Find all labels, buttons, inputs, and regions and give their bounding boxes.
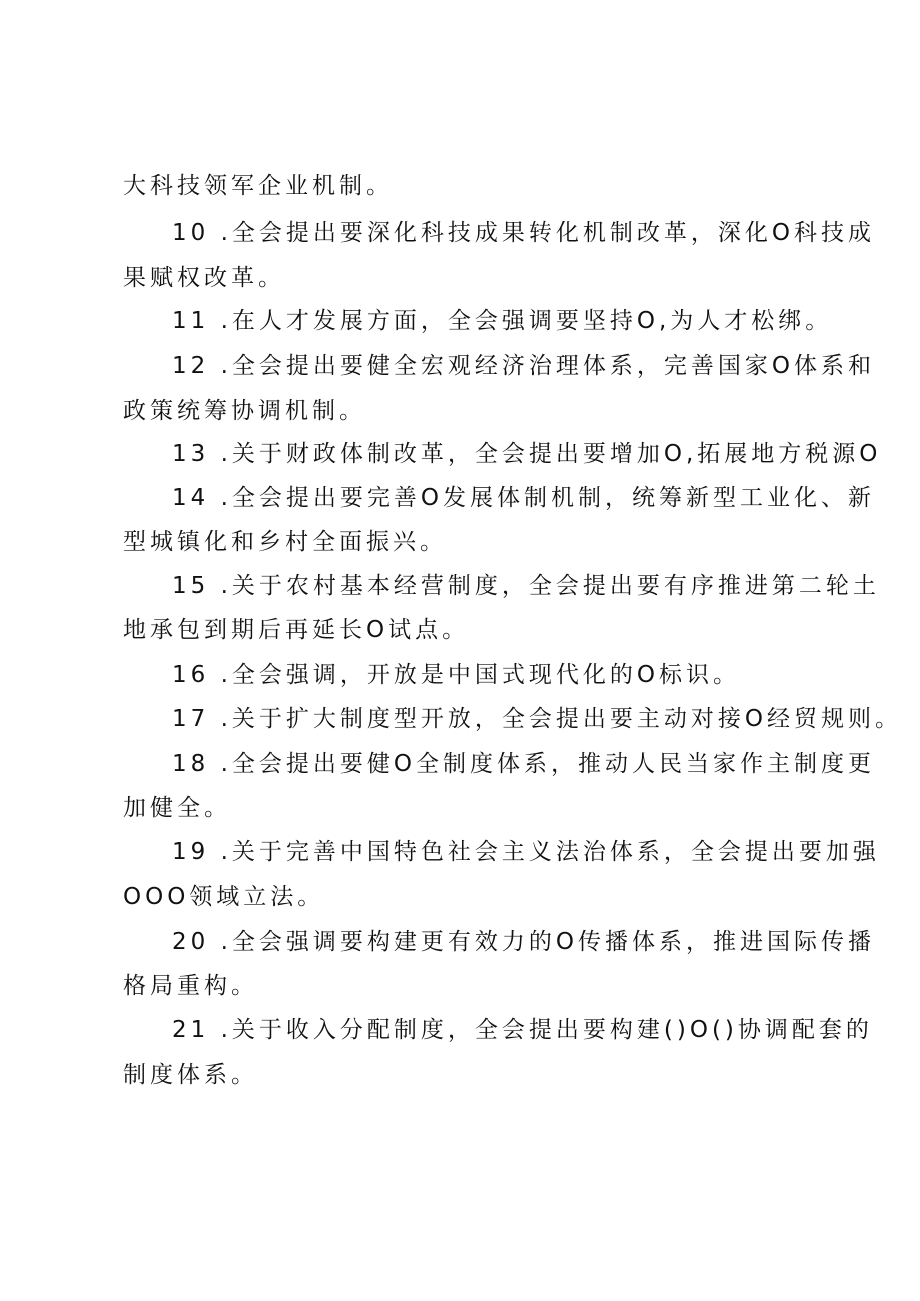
item-13-line-1: 13 .关于财政体制改革，全会提出要增加O,拓展地方税源O [172,441,882,467]
item-17-line-1: 17 .关于扩大制度型开放，全会提出要主动对接O经贸规则。 [172,706,902,732]
item-10-line-2: 果赋权改革。 [123,265,285,291]
item-18-line-1: 18 .全会提出要健O全制度体系，推动人民当家作主制度更 [172,751,875,777]
item-15-line-1: 15 .关于农村基本经营制度，全会提出要有序推进第二轮土 [172,573,880,599]
item-19-line-1: 19 .关于完善中国特色社会主义法治体系，全会提出要加强 [172,839,880,865]
text-line-1: 大科技领军企业机制。 [123,173,393,199]
item-14-line-1: 14 .全会提出要完善O发展体制机制，统筹新型工业化、新 [172,485,875,511]
item-14-line-2: 型城镇化和乡村全面振兴。 [123,529,447,555]
item-11-line-1: 11 .在人才发展方面，全会强调要坚持O,为人才松绑。 [172,308,833,334]
item-12-line-2: 政策统筹协调机制。 [123,398,366,424]
item-19-line-2: OOO领域立法。 [123,884,325,910]
item-15-line-2: 地承包到期后再延长O试点。 [123,617,470,643]
item-20-line-2: 格局重构。 [123,973,258,999]
item-10-line-1: 10 .全会提出要深化科技成果转化机制改革，深化O科技成 [172,220,875,246]
item-12-line-1: 12 .全会提出要健全宏观经济治理体系，完善国家O体系和 [172,353,875,379]
item-16-line-1: 16 .全会强调，开放是中国式现代化的O标识。 [172,662,740,688]
item-20-line-1: 20 .全会强调要构建更有效力的O传播体系，推进国际传播 [172,929,875,955]
item-21-line-1: 21 .关于收入分配制度，全会提出要构建()O()协调配套的 [172,1017,873,1043]
item-21-line-2: 制度体系。 [123,1062,258,1088]
item-18-line-2: 加健全。 [123,795,231,821]
